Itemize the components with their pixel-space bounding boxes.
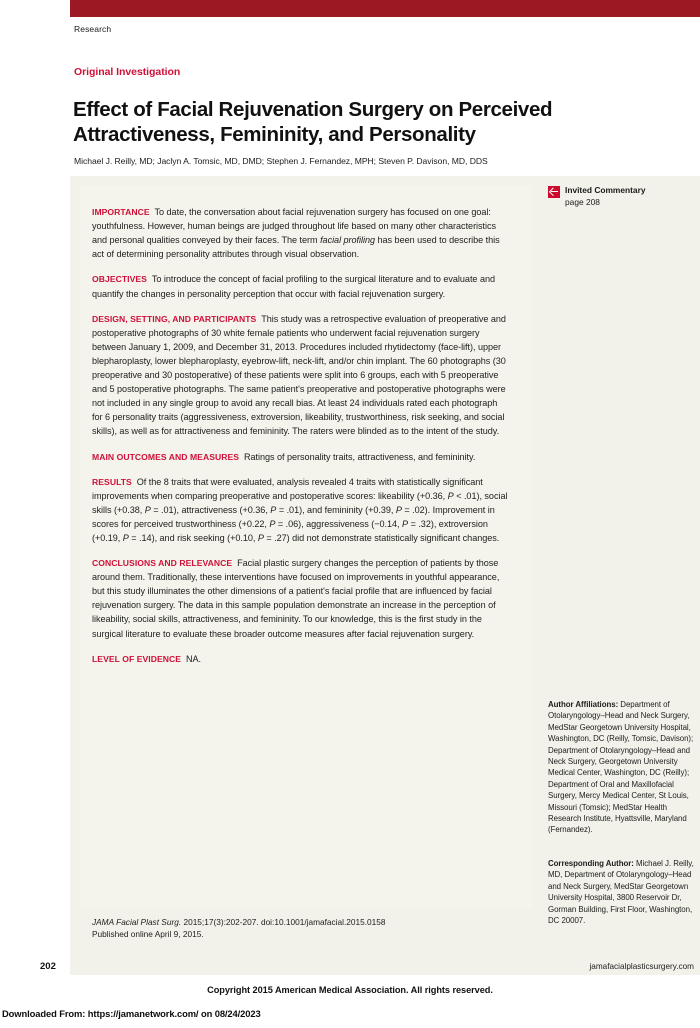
abstract-section-text-cont: has been used to describe this act of determining personality attributes through visual observation. [92, 235, 500, 260]
affiliations-label: Author Affiliations: [548, 700, 619, 709]
abstract-section [92, 272, 510, 300]
abstract-section-label: IMPORTANCE [92, 207, 150, 218]
abstract-section [92, 475, 510, 545]
author-affiliations [548, 699, 696, 836]
abstract-panel [80, 186, 532, 908]
citation-journal: JAMA Facial Plast Surg. [92, 917, 182, 927]
running-head: Research [74, 24, 112, 34]
abstract-italic-term: facial profiling [320, 235, 376, 246]
abstract-section-label: DESIGN, SETTING, AND PARTICIPANTS [92, 313, 257, 324]
commentary-page: page 208 [565, 196, 600, 207]
commentary-title: Invited Commentary [565, 185, 646, 195]
journal-top-rule [70, 0, 700, 17]
abstract-section-label: RESULTS [92, 476, 132, 487]
abstract-section [92, 556, 510, 641]
abstract-section [92, 312, 510, 439]
invited-commentary-note[interactable] [548, 185, 698, 208]
abstract-section [92, 205, 510, 261]
author-byline: Michael J. Reilly, MD; Jaclyn A. Tomsic, MD, DMD; Stephen J. Fernandez, MPH; Steven P. Davison, MD, DDS [74, 156, 488, 166]
corresponding-author [548, 858, 696, 926]
article-type-label: Original Investigation [74, 66, 181, 78]
affiliations-text: Department of Otolaryngology–Head and Neck Surgery, MedStar Georgetown University Hospital, Washington, DC (Reilly, Tomsic, Davison); Department of Otolaryngology–Head and Neck Surgery, Georgetown University Medical Center, Washington, DC (Reilly); Department of Oral and Maxillofacial Surgery, Mercy Medical Center, St Louis, Missouri (Tomsic); MedStar Health Research Institute, Hyattsville, Maryland (Fernandez). [548, 700, 694, 835]
corresponding-text: Michael J. Reilly, MD, Department of Otolaryngology–Head and Neck Surgery, MedStar Georgetown University Hospital, 3800 Reservoir Dr, Gorman Building, First Floor, Washington, DC 20007. [548, 859, 694, 926]
page-title: Effect of Facial Rejuvenation Surgery on Perceived Attractiveness, Femininity, and Personality [73, 97, 553, 147]
abstract-section-text: To introduce the concept of facial profiling to the surgical literature and to evaluate and quantify the changes in personality perception that occur with facial rejuvenation surgery. [92, 274, 495, 299]
abstract-section [92, 450, 510, 464]
article-citation [92, 916, 522, 940]
copyright-notice: Copyright 2015 American Medical Association. All rights reserved. [207, 985, 493, 995]
abstract-section-label: LEVEL OF EVIDENCE [92, 653, 182, 664]
citation-detail: 2015;17(3):202-207. doi:10.1001/jamafacial.2015.0158 [181, 917, 386, 927]
abstract-section-text: Ratings of personality traits, attractiveness, and femininity. [243, 451, 476, 462]
abstract-section-text: NA. [185, 653, 201, 664]
page-number: 202 [40, 961, 56, 972]
abstract-section-text: This study was a retrospective evaluation of preoperative and postoperative photographs of 30 white female patients who underwent facial rejuvenation surgery between January 1, 2009, and December 31, 2013. Procedures included rhytidectomy (face-lift), upper blepharoplasty, lower blepharoplasty, eyebrow-lift, neck-lift, and/or chin implant. The 60 photographs (30 preoperative and 30 postoperative) of these patients were split into 6 groups, each with 5 preoperative and 5 postoperative photographs. The same patient's preoperative and postoperative photographs were not included in any single group to avoid any recall bias. At least 24 individuals rated each photograph for 6 personality traits (aggressiveness, extroversion, likeability, trustworthiness, risk seeking, and social skills), as well as for attractiveness and femininity. The raters were blinded as to the intent of the study. [92, 313, 506, 437]
abstract-section-text: Of the 8 traits that were evaluated, analysis revealed 4 traits with statistically significant improvements when comparing preoperative and postoperative scores: likeability (+0.36, P < .01), social skills (+0.38, P = .01), attractiveness (+0.36, P = .01), and femininity (+0.39, P = .02). Improvement in scores for perceived trustworthiness (+0.22, P = .06), aggressiveness (−0.14, P = .32), extroversion (+0.19, P = .14), and risk seeking (+0.10, P = .27) did not demonstrate statistically significant changes. [92, 476, 508, 543]
abstract-section-label: MAIN OUTCOMES AND MEASURES [92, 451, 240, 462]
journal-website-url[interactable]: jamafacialplasticsurgery.com [589, 962, 694, 971]
abstract-section-label: OBJECTIVES [92, 274, 147, 285]
citation-published: Published online April 9, 2015. [92, 929, 204, 939]
abstract-section-label: CONCLUSIONS AND RELEVANCE [92, 558, 233, 569]
abstract-sections [80, 186, 532, 666]
abstract-section-text: To date, the conversation about facial rejuvenation surgery has focused on one goal: youthfulness. However, human beings are judged throughout life based on many other characteristics and personal qualities conveyed by their faces. The term [92, 207, 497, 246]
abstract-section [92, 652, 510, 666]
left-arrow-icon [548, 186, 560, 198]
download-source-line: Downloaded From: https://jamanetwork.com/ on 08/24/2023 [2, 1008, 261, 1019]
corresponding-label: Corresponding Author: [548, 859, 634, 868]
abstract-section-text: Facial plastic surgery changes the perception of patients by those around them. Traditionally, these interventions have focused on improvements in youthful appearance, but this study illuminates the other dimensions of a patient's facial profile that are influenced by facial rejuvenation surgery. The data in this sample population demonstrate an increase in the perception of likeability, social skills, attractiveness, and femininity. To our knowledge, this is the first study in the surgical literature to evaluate these broader outcome measures after facial rejuvenation surgery. [92, 558, 500, 639]
